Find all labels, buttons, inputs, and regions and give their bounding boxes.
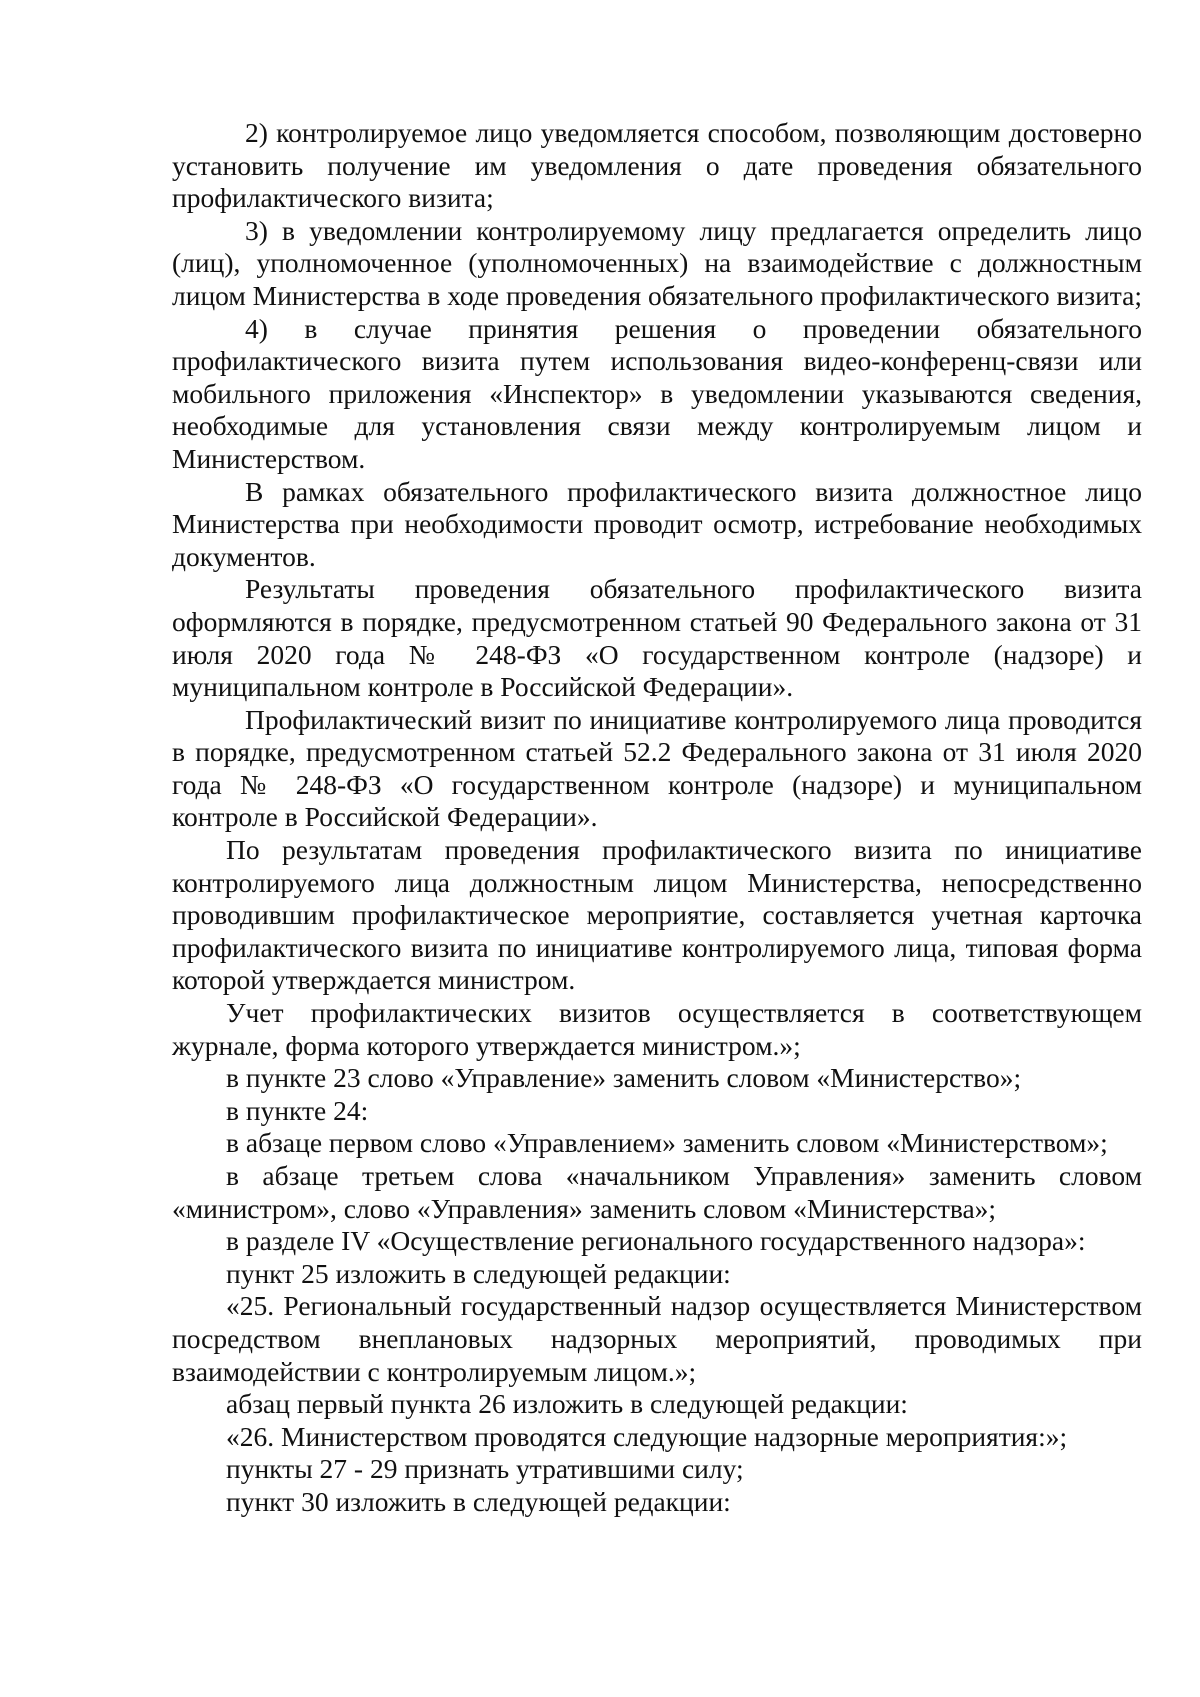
paragraph-points-27-29: пункты 27 - 29 признать утратившими силу; — [226, 1453, 744, 1485]
paragraph-visit-card: По результатам проведения профилактического визита по инициативе контролируемого лица должностным лицом Министерства, непосредственно проводившим профилактическое мероприятие, составляется учетная карточка профилактического визита по инициативе контролируемого лица, типовая форма которой утверждается министром. — [172, 834, 1142, 996]
paragraph-point-25-intro: пункт 25 изложить в следующей редакции: — [226, 1257, 731, 1289]
paragraph-visit-journal: Учет профилактических визитов осуществляется в соответствующем журнале, форма которого утверждается министром.»; — [172, 997, 1142, 1061]
paragraph-section-4: в разделе IV «Осуществление регионального государственного надзора»: — [226, 1225, 1086, 1257]
paragraph-point-26-intro: абзац первый пункта 26 изложить в следующей редакции: — [226, 1388, 908, 1420]
paragraph-point-24-abz-1: в абзаце первом слово «Управлением» заменить словом «Министерством»; — [226, 1127, 1108, 1159]
paragraph-point-26-text: «26. Министерством проводятся следующие надзорные мероприятия:»; — [226, 1420, 1068, 1452]
paragraph-point-24: в пункте 24: — [226, 1094, 369, 1126]
paragraph-point-23: в пункте 23 слово «Управление» заменить словом «Министерство»; — [226, 1062, 1022, 1094]
paragraph-item-3: 3) в уведомлении контролируемому лицу предлагается определить лицо (лиц), уполномоченное (уполномоченных) на взаимодействие с должностным лицом Министерства в ходе проведения обязательного профилактического визита; — [172, 214, 1142, 311]
paragraph-visit-results: Результаты проведения обязательного профилактического визита оформляются в порядке, предусмотренном статьей 90 Федерального закона от 31 июля 2020 года № 248-ФЗ «О государственном контроле (надзоре) и муниципальном контроле в Российской Федерации». — [172, 573, 1142, 703]
paragraph-inspection-scope: В рамках обязательного профилактического визита должностное лицо Министерства при необходимости проводит осмотр, истребование необходимых документов. — [172, 475, 1142, 572]
paragraph-point-25-text: «25. Региональный государственный надзор осуществляется Министерством посредством внеплановых надзорных мероприятий, проводимых при взаимодействии с контролируемым лицом.»; — [172, 1290, 1142, 1387]
document-body — [172, 117, 1142, 1519]
paragraph-item-4: 4) в случае принятия решения о проведении обязательного профилактического визита путем использования видео-конференц-связи или мобильного приложения «Инспектор» в уведомлении указываются сведения, необходимые для установления связи между контролируемым лицом и Министерством. — [172, 312, 1142, 474]
paragraph-point-30-intro: пункт 30 изложить в следующей редакции: — [226, 1485, 731, 1517]
paragraph-item-2: 2) контролируемое лицо уведомляется способом, позволяющим достоверно установить получение им уведомления о дате проведения обязательного профилактического визита; — [172, 117, 1142, 214]
paragraph-point-24-abz-3: в абзаце третьем слова «начальником Управления» заменить словом «министром», слово «Управления» заменить словом «Министерства»; — [172, 1160, 1142, 1224]
paragraph-initiative-visit: Профилактический визит по инициативе контролируемого лица проводится в порядке, предусмотренном статьей 52.2 Федерального закона от 31 июля 2020 года № 248-ФЗ «О государственном контроле (надзоре) и муниципальном контроле в Российской Федерации». — [172, 703, 1142, 833]
